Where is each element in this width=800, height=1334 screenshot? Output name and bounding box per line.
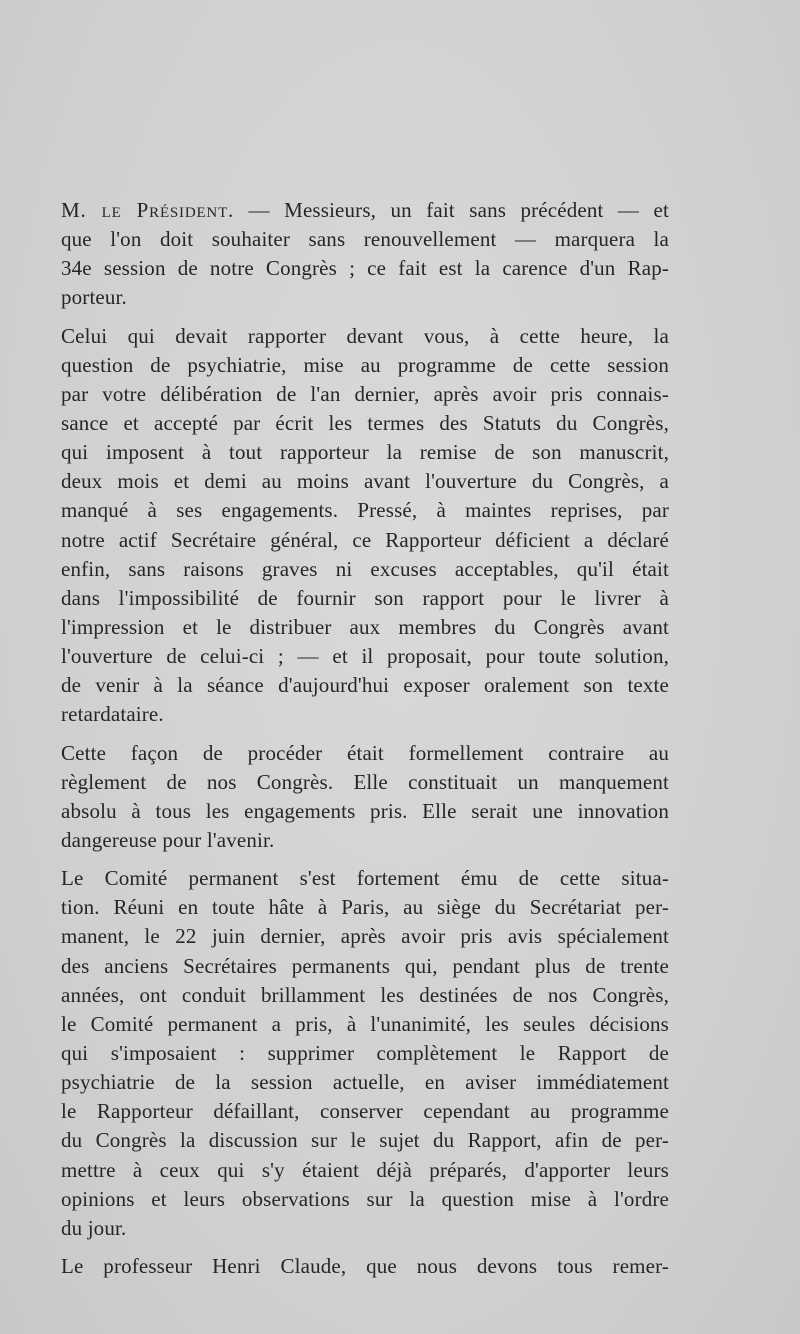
text-line: dans l'impossibilité de fournir son rapport pour le livrer à [61,585,669,610]
text-line: enfin, sans raisons graves ni excuses acceptables, qu'il était [61,556,669,581]
speaker-name: M. le Président. [61,198,235,222]
text-line: du Congrès la discussion sur le sujet du Rapport, afin de per- [61,1128,669,1153]
text-line: qui s'imposaient : supprimer complètement le Rapport de [61,1040,669,1065]
text-line: porteur. [61,285,127,310]
text-line: années, ont conduit brillamment les destinées de nos Congrès, [61,982,669,1007]
page-body [61,196,669,1281]
text-line: manqué à ses engagements. Pressé, à maintes reprises, par [61,498,669,523]
text-line: notre actif Secrétaire général, ce Rapporteur déficient a déclaré [61,527,669,552]
paragraph-4 [61,864,669,1243]
text-line: que l'on doit souhaiter sans renouvellement — marquera la [61,227,669,252]
text-line: deux mois et demi au moins avant l'ouverture du Congrès, a [61,469,669,494]
text-line: 34e session de notre Congrès ; ce fait est la carence d'un Rap- [61,256,669,281]
text-line: psychiatrie de la session actuelle, en aviser immédiatement [61,1070,669,1095]
text-line: l'ouverture de celui-ci ; — et il proposait, pour toute solution, [61,644,669,669]
text-line: tion. Réuni en toute hâte à Paris, au siège du Secrétariat per- [61,895,669,920]
text-line: le Rapporteur défaillant, conserver cependant au programme [61,1099,669,1124]
text-line: mettre à ceux qui s'y étaient déjà préparés, d'apporter leurs [61,1157,669,1182]
text-line: qui imposent à tout rapporteur la remise de son manuscrit, [61,440,669,465]
text-line: sance et accepté par écrit les termes des Statuts du Congrès, [61,410,669,435]
text-line: absolu à tous les engagements pris. Elle serait une innovation [61,798,669,823]
text-line: du jour. [61,1215,127,1240]
text-line: opinions et leurs observations sur la question mise à l'ordre [61,1186,669,1211]
paragraph-3 [61,739,669,856]
paragraph-2 [61,322,669,730]
text-line: Cette façon de procéder était formellement contraire au [61,740,669,765]
text-line: de venir à la séance d'aujourd'hui exposer oralement son texte [61,673,669,698]
text-line: retardataire. [61,702,164,727]
text-line: par votre délibération de l'an dernier, après avoir pris connais- [61,381,669,406]
text-line: des anciens Secrétaires permanents qui, pendant plus de trente [61,953,669,978]
text-line: Celui qui devait rapporter devant vous, à cette heure, la [61,323,669,348]
text-line: l'impression et le distribuer aux membres du Congrès avant [61,614,669,639]
paragraph-1 [61,196,669,313]
text-line: le Comité permanent a pris, à l'unanimité, les seules décisions [61,1011,669,1036]
text-line: question de psychiatrie, mise au programme de cette session [61,352,669,377]
text-line: manent, le 22 juin dernier, après avoir pris avis spécialement [61,924,669,949]
paragraph-5 [61,1252,669,1281]
text-line: dangereuse pour l'avenir. [61,827,275,852]
text-line: règlement de nos Congrès. Elle constituait un manquement [61,769,669,794]
text-line: Le Comité permanent s'est fortement ému de cette situa- [61,866,669,891]
text-line: Le professeur Henri Claude, que nous devons tous remer- [61,1253,669,1278]
text-line: M. le Président. — Messieurs, un fait sans précédent — et [61,198,669,222]
